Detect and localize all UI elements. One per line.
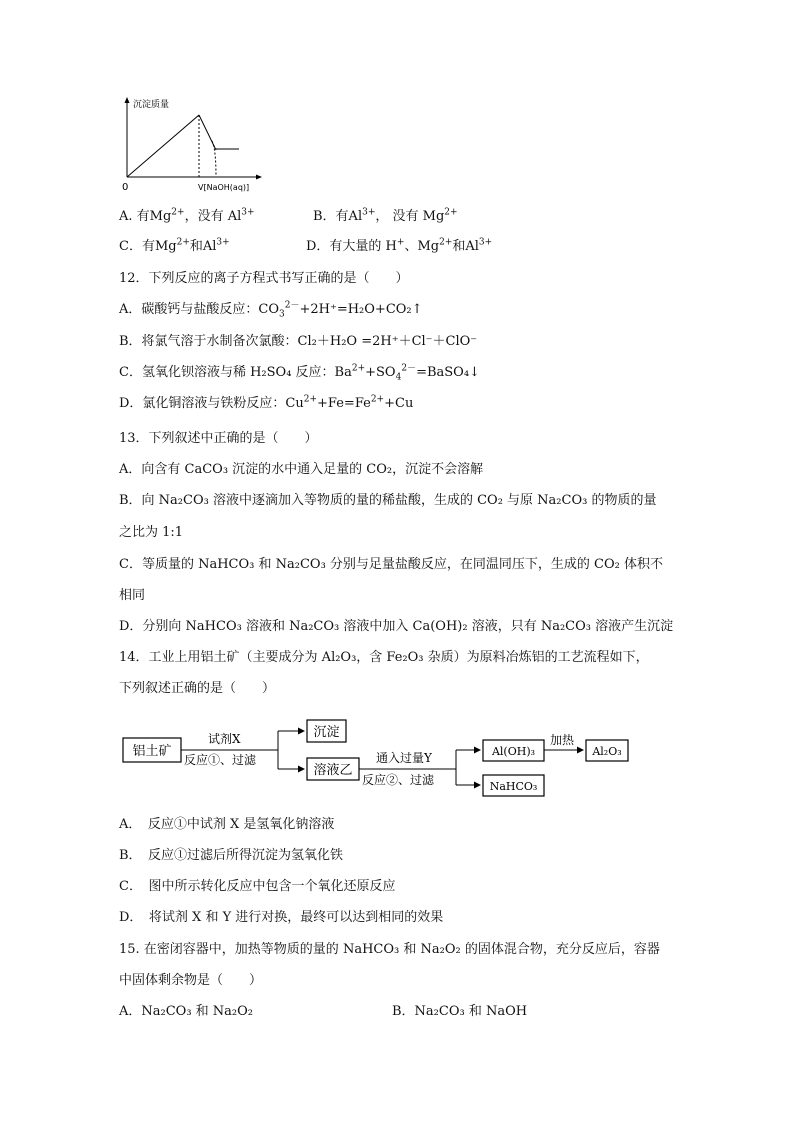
q11-option-a [119,208,255,226]
q12-d-pre: D．氯化铜溶液与铁粉反应：Cu [119,396,304,411]
q14-stem-line2: 下列叙述正确的是（ ） [119,681,276,696]
y-axis-label: 沉淀质量 [133,100,170,110]
q12-option-c [119,364,480,382]
q12-d-post: +Cu [384,396,414,411]
q11-c-sup1: 2+ [176,237,190,248]
q11-option-d [306,238,492,256]
series-rise [127,115,199,177]
q12-c-sub: 4 [395,372,402,383]
q11-d-mid2: 和Al [452,239,479,254]
q15-stem-line1: 15. 在密闭容器中，加热等物质的量的 NaHCO₃ 和 Na₂O₂ 的固体混合物，充分反应后，容器 [119,942,660,957]
step2-label: 反应②、过滤 [362,773,435,787]
q13-option-c-line2: 相同 [119,588,146,603]
al2o3-label: Al₂O₃ [592,745,622,758]
q11-a-text: A. 有Mg [119,209,172,224]
q11-d-sup2: 2+ [439,237,453,248]
q12-stem: 12．下列反应的离子方程式书写正确的是（ ） [119,271,409,286]
step1-label: 反应①、过滤 [184,753,257,767]
q11-option-b [313,208,458,226]
q11-b-mid: ， 没有 Mg [375,209,445,224]
q11-b-sup1: 3+ [362,207,376,218]
q12-c-mid: +SO [365,365,396,380]
q12-a-sup: 2－ [284,300,300,311]
q12-option-b: B．将氯气溶于水制备次氯酸：Cl₂＋H₂O =2H⁺＋Cl⁻＋ClO⁻ [119,334,478,349]
q11-c-sup2: 3+ [216,237,230,248]
q12-a-pre: A．碳酸钙与盐酸反应：CO [119,302,279,317]
q12-d-mid: +Fe=Fe [317,396,371,411]
ore-label: 铝土矿 [132,744,172,759]
q14-option-a: A． 反应①中试剂 X 是氢氧化钠溶液 [119,817,335,832]
q14-option-c: C． 图中所示转化反应中包含一个氧化还原反应 [119,879,396,894]
q11-a-sup1: 2+ [171,207,185,218]
precipitate-chart [118,95,268,195]
q13-option-b-line2: 之比为 1:1 [119,525,184,540]
y-axis-arrow [125,97,130,103]
q15-option-b: B．Na₂CO₃ 和 NaOH [392,1004,528,1019]
q11-a-sup2: 3+ [241,207,255,218]
q15-stem-line2: 中固体剩余物是（ ） [119,973,263,988]
pass-y-label: 通入过量Y [376,751,432,765]
origin-label: 0 [122,182,129,193]
q14-option-b: B． 反应①过滤后所得沉淀为氢氧化铁 [119,848,344,863]
q14-stem-line1: 14．工业上用铝土矿（主要成分为 Al₂O₃，含 Fe₂O₃ 杂质）为原料冶炼铝的工艺流程如下， [119,650,649,665]
heat-label: 加热 [550,733,575,747]
q13-option-a: A．向含有 CaCO₃ 沉淀的水中通入足量的 CO₂，沉淀不会溶解 [119,462,484,477]
aloh3-label: Al(OH)₃ [491,745,536,758]
q11-b-sup2: 2+ [444,207,458,218]
q15-option-a: A．Na₂CO₃ 和 Na₂O₂ [119,1004,254,1019]
q11-d-sup1: + [396,237,405,248]
q11-option-c [119,238,230,256]
reagent-x-label: 试剂X [208,732,241,746]
q11-a-mid: ，没有 Al [184,209,242,224]
q12-option-d [119,395,413,413]
q13-option-b-line1: B．向 Na₂CO₃ 溶液中逐滴加入等物质的量的稀盐酸，生成的 CO₂ 与原 Na₂CO₃ 的物质的量 [119,493,657,508]
q12-c-post: =BaSO₄↓ [416,365,480,380]
x-axis-label: V[NaOH(aq)] [198,183,250,192]
q14-option-d: D． 将试剂 X 和 Y 进行对换，最终可以达到相同的效果 [119,910,444,925]
solution-label: 溶液乙 [313,763,353,778]
precipitate-label: 沉淀 [313,725,340,740]
q13-stem: 13．下列叙述中正确的是（ ） [119,431,318,446]
q12-c-pre: C．氢氧化钡溶液与稀 H₂SO₄ 反应：Ba [119,365,352,380]
x-axis-arrow [256,175,262,180]
q12-a-post: +2H⁺=H₂O+CO₂↑ [299,302,423,317]
q12-d-sup2: 2+ [370,394,385,405]
q11-d-sup3: 3+ [478,237,493,248]
nahco3-label: NaHCO₃ [489,780,538,793]
q11-d-mid1: 、Mg [404,239,440,254]
process-flow-diagram [118,713,638,803]
q12-c-sup2: 2－ [401,363,417,374]
q11-d-text: D．有大量的 H [306,239,397,254]
q11-c-text: C．有Mg [119,239,177,254]
q11-b-text: B．有Al [313,209,363,224]
q13-option-d: D．分别向 NaHCO₃ 溶液和 Na₂CO₃ 溶液中加入 Ca(OH)₂ 溶液，只有 Na₂CO₃ 溶液产生沉淀 [119,619,674,634]
q12-option-a [119,301,423,319]
q12-c-sup1: 2+ [351,363,366,374]
q13-option-c-line1: C．等质量的 NaHCO₃ 和 Na₂CO₃ 分别与足量盐酸反应，在同温同压下，生成的 CO₂ 体积不 [119,557,663,572]
q11-c-mid: 和Al [189,239,217,254]
dash-line-2 [212,141,216,177]
q12-a-sub: 3 [279,309,285,320]
q12-d-sup1: 2+ [303,394,318,405]
